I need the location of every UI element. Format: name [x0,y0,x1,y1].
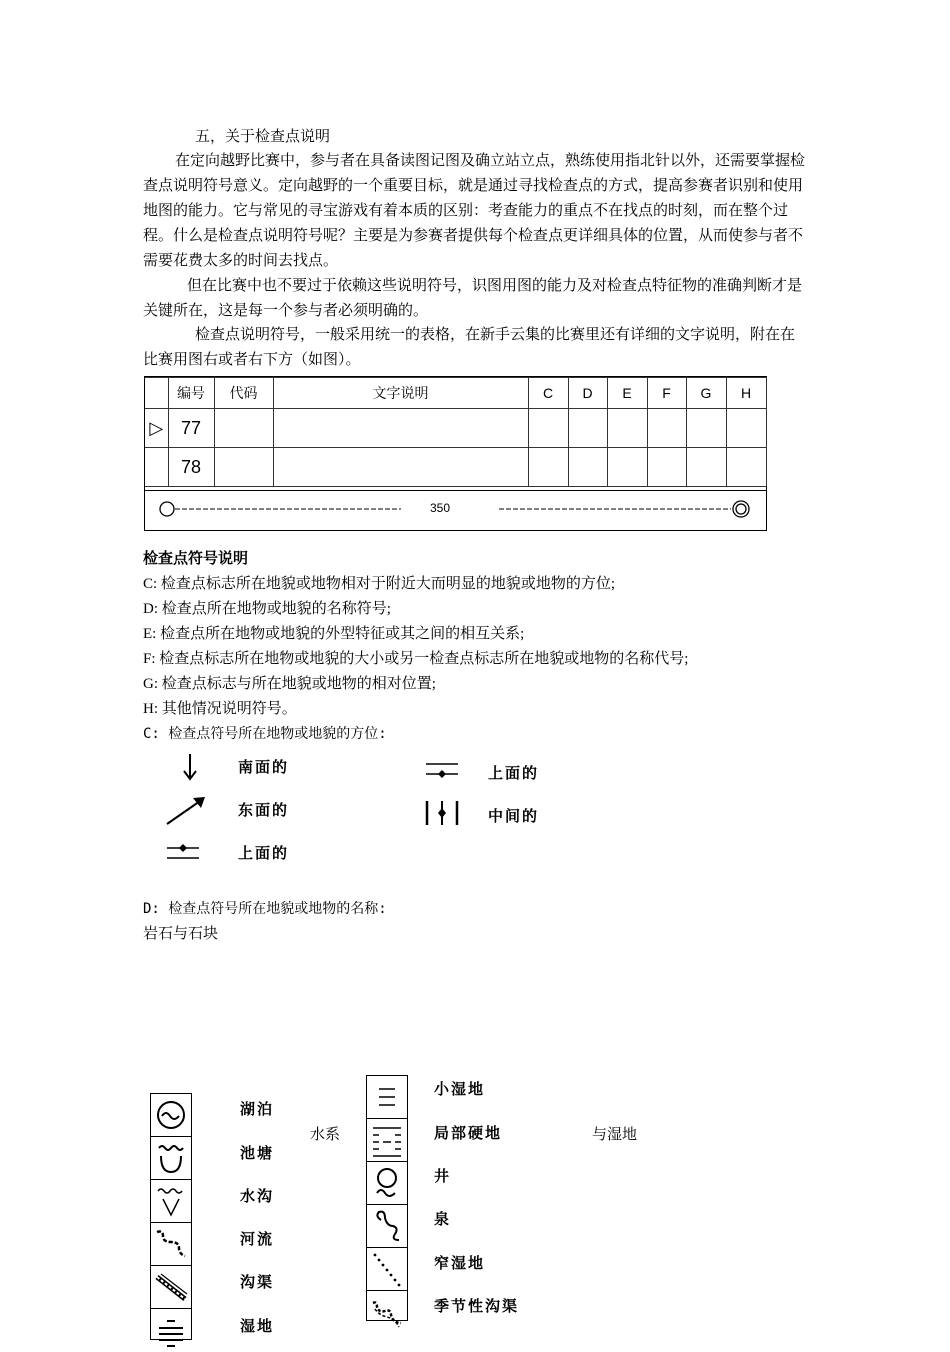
c-top2-label: 上面的 [488,764,540,782]
row-number: 78 [168,448,214,487]
arrow-down-icon [180,752,200,782]
legend-item-g: G: 检查点标志与所在地貌或地物的相对位置; [143,676,436,692]
marsh-icon [151,1309,191,1352]
distance-bar [145,490,766,530]
row-number: 77 [168,409,214,448]
lake-icon [151,1094,191,1137]
header-number: 编号 [168,378,214,409]
top-position-icon [163,840,203,862]
wet-label-seasonal-ditch: 季节性沟渠 [434,1297,520,1315]
header-h: H [726,378,766,409]
spring-icon [367,1205,407,1248]
section-heading: 五，关于检查点说明 [195,129,331,145]
c-south-label: 南面的 [238,758,290,776]
rocks-label: 岩石与石块 [143,926,219,942]
distance-value: 350 [430,501,451,515]
legend-item-h: H: 其他情况说明符号。 [143,701,297,717]
header-f: F [647,378,686,409]
wet-group-label: 与湿地 [592,1127,638,1143]
wetland-symbols-box [366,1075,408,1321]
wet-label-small-marsh: 小湿地 [434,1080,486,1098]
table-row [145,448,766,487]
well-icon [367,1162,407,1205]
water-label-canal: 沟渠 [240,1273,275,1291]
seasonal-ditch-icon [367,1291,407,1334]
river-icon [151,1223,191,1266]
header-d: D [568,378,607,409]
c-middle-label: 中间的 [488,807,540,825]
water-label-ditch: 水沟 [240,1187,275,1205]
paragraph-intro: 在定向越野比赛中，参与者在具备读图记图及确立站立点，熟练使用指北针以外，还需要掌握检查点说明符号意义。定向越野的一个重要目标，就是通过寻找检查点的方式，提高参赛者识别和使用地图的能力。它与常见的寻宝游戏有着本质的区别：考查能力的重点不在找点的时刻，而在整个过程。什么是检查点说明符号呢？主要是为参赛者提供每个检查点更详细具体的位置，从而使参与者不需要花费太多的时间去找点。 [143,153,806,269]
table-row [145,409,766,448]
legend-item-e: E: 检查点所在地物或地貌的外型特征或其之间的相互关系; [143,626,525,642]
small-marsh-icon [367,1076,407,1119]
row-marker: ▷ [145,409,168,448]
top-position-icon-2 [422,760,462,782]
paragraph-table-intro: 检查点说明符号，一般采用统一的表格，在新手云集的比赛里还有详细的文字说明，附在在比赛用图右或者右下方（如图）。 [143,327,796,368]
narrow-marsh-icon [367,1248,407,1291]
wet-label-narrow-marsh: 窄湿地 [434,1254,486,1272]
water-label-lake: 湖泊 [240,1100,275,1118]
c-east-label: 东面的 [238,801,290,819]
middle-position-icon [422,798,462,828]
header-e: E [607,378,647,409]
wet-label-well: 井 [434,1167,452,1185]
d-heading: D: 检查点符号所在地貌或地物的名称: [143,901,387,917]
wet-label-spring: 泉 [434,1210,452,1228]
header-c: C [528,378,568,409]
water-label-marsh: 湿地 [240,1317,275,1335]
control-description-table [144,376,767,531]
header-blank [145,378,168,409]
water-label-river: 河流 [240,1230,275,1248]
firm-ground-icon [367,1119,407,1162]
water-group-label: 水系 [310,1127,341,1143]
paragraph-judgement: 但在比赛中也不要过于依赖这些说明符号，识图用图的能力及对检查点特征物的准确判断才是关键所在，这是每一个参与者必须明确的。 [143,278,803,319]
pond-icon [151,1137,191,1180]
wet-label-firm-ground: 局部硬地 [434,1124,503,1142]
water-symbols-box [150,1093,192,1340]
ditch-icon [151,1180,191,1223]
legend-title: 检查点符号说明 [143,551,249,567]
legend-item-c: C: 检查点标志所在地貌或地物相对于附近大而明显的地貌或地物的方位; [143,576,616,592]
row-marker [145,448,168,487]
legend-item-f: F: 检查点标志所在地物或地貌的大小或另一检查点标志所在地貌或地物的名称代号; [143,651,689,667]
c-top1-label: 上面的 [238,844,290,862]
canal-icon [151,1266,191,1309]
header-code: 代码 [214,378,273,409]
header-text-description: 文字说明 [273,378,528,409]
arrow-northeast-icon [163,794,209,828]
water-label-pond: 池塘 [240,1144,275,1162]
distance-line-icon [145,491,766,529]
header-g: G [686,378,726,409]
legend-item-d: D: 检查点所在地物或地貌的名称符号; [143,601,391,617]
c-heading: C: 检查点符号所在地物或地貌的方位: [143,726,387,742]
